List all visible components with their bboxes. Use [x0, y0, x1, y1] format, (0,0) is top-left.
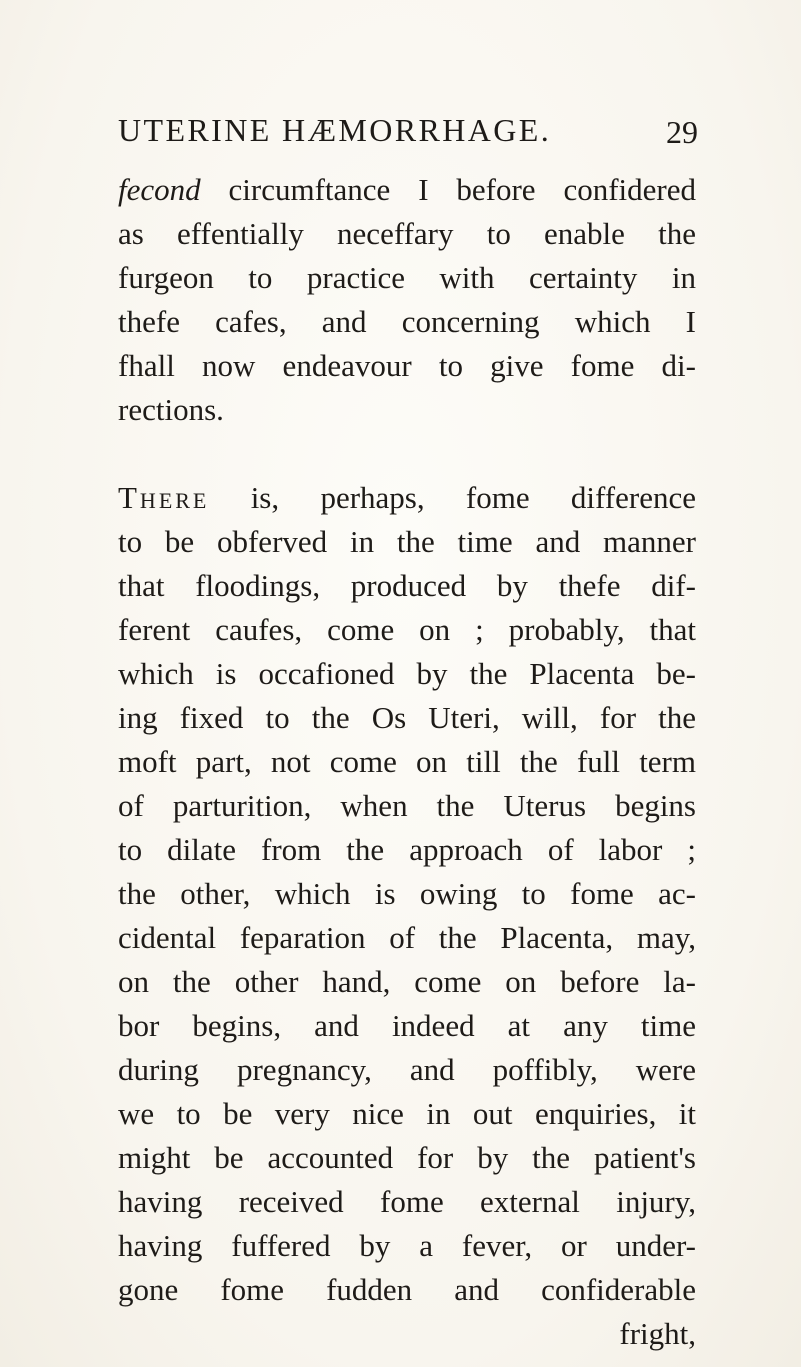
- text-line: gone fome fudden and confiderable: [118, 1272, 696, 1307]
- text-line: cidental feparation of the Placenta, may,: [118, 920, 696, 955]
- smallcaps-word: There: [118, 480, 210, 515]
- text-line: the other, which is owing to fome ac-: [118, 876, 696, 911]
- text-line: [118, 476, 696, 520]
- text-line: thefe cafes, and concerning which I: [118, 304, 696, 339]
- text-line: ing fixed to the Os Uteri, will, for the: [118, 700, 696, 735]
- text-line: [118, 168, 696, 212]
- text-line: we to be very nice in out enquiries, it: [118, 1096, 696, 1131]
- text-line: moft part, not come on till the full term: [118, 744, 696, 779]
- text-line: as effentially neceffary to enable the: [118, 216, 696, 251]
- text-line: to dilate from the approach of labor ;: [118, 832, 696, 867]
- text-line: bor begins, and indeed at any time: [118, 1008, 696, 1043]
- text-line: to be obferved in the time and manner: [118, 524, 696, 559]
- body-text: [118, 168, 696, 1356]
- text-line: ferent caufes, come on ; probably, that: [118, 612, 696, 647]
- text-line: fhall now endeavour to give fome di-: [118, 348, 696, 383]
- italic-word: fecond: [118, 172, 201, 207]
- line-text: is, perhaps, fome difference: [209, 480, 696, 515]
- text-line: that floodings, produced by thefe dif-: [118, 568, 696, 603]
- text-line: which is occafioned by the Placenta be-: [118, 656, 696, 691]
- paragraph-gap: [118, 432, 696, 476]
- text-line: having received fome external injury,: [118, 1184, 696, 1219]
- text-line: having fuffered by a fever, or under-: [118, 1228, 696, 1263]
- text-line: might be accounted for by the patient's: [118, 1140, 696, 1175]
- text-line: on the other hand, come on before la-: [118, 964, 696, 999]
- text-line: rections.: [118, 392, 224, 427]
- page-header: [118, 112, 698, 162]
- page-number: 29: [666, 114, 698, 150]
- line-text: circumftance I before confidered: [200, 172, 696, 207]
- catchword: fright,: [619, 1316, 696, 1351]
- text-line: during pregnancy, and poffibly, were: [118, 1052, 696, 1087]
- text-line: furgeon to practice with certainty in: [118, 260, 696, 295]
- running-head: UTERINE HÆMORRHAGE.: [118, 112, 552, 148]
- text-line: of parturition, when the Uterus begins: [118, 788, 696, 823]
